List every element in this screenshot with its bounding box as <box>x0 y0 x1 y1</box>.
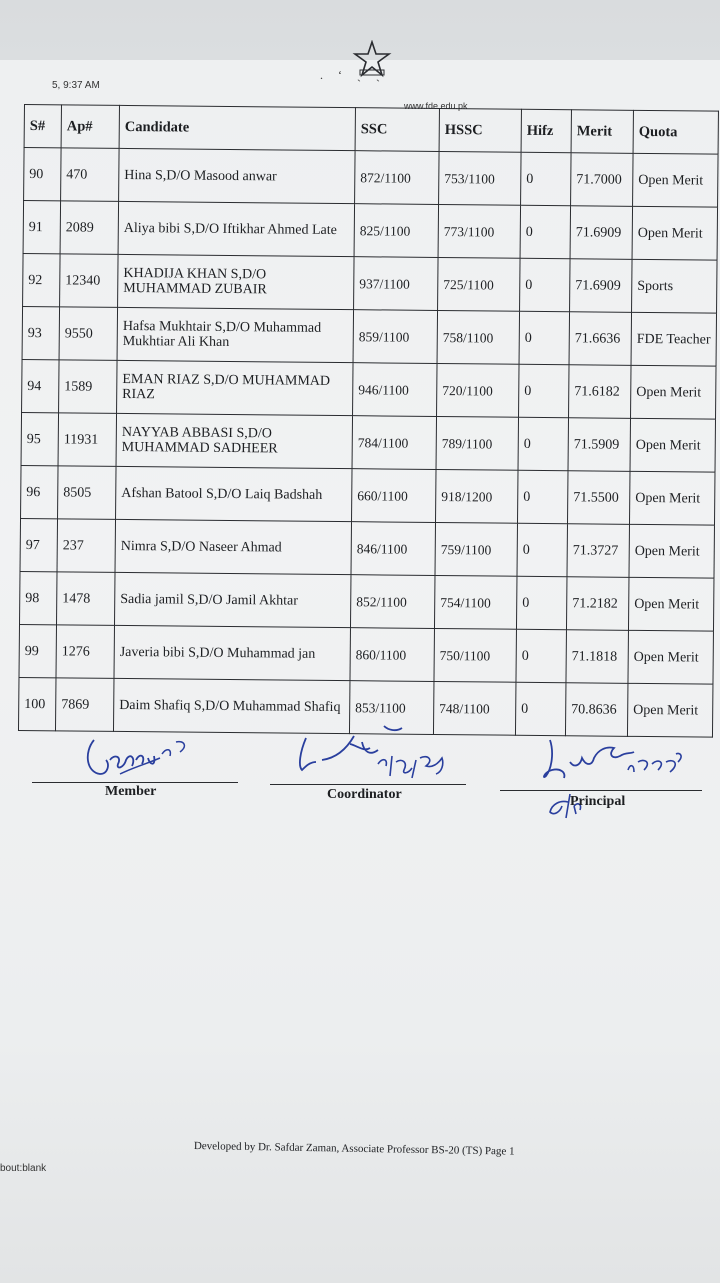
cell-serial: 98 <box>20 571 58 624</box>
table-row <box>24 148 718 208</box>
cell-ssc: 860/1100 <box>350 628 435 682</box>
cell-serial: 90 <box>24 148 62 201</box>
table-row <box>23 201 717 261</box>
table-row <box>22 306 716 366</box>
cell-quota: Open Merit <box>630 418 716 472</box>
cell-application: 1589 <box>59 360 118 414</box>
table-row <box>23 253 717 313</box>
cell-merit: 71.6909 <box>570 206 633 260</box>
cell-serial: 95 <box>21 412 59 465</box>
cell-hifz: 0 <box>516 629 567 682</box>
cell-hssc: 748/1100 <box>433 681 516 735</box>
table-row <box>20 571 714 631</box>
cell-hssc: 759/1100 <box>435 522 518 576</box>
cell-application: 12340 <box>60 254 119 308</box>
cell-quota: Open Merit <box>633 153 719 207</box>
cell-ssc: 937/1100 <box>354 257 439 311</box>
principal-signature <box>530 732 710 828</box>
cell-hifz: 0 <box>517 523 568 576</box>
cell-ssc: 946/1100 <box>353 363 438 417</box>
cell-application: 8505 <box>58 466 117 520</box>
col-header-application: Ap# <box>61 105 119 149</box>
cell-quota: Sports <box>632 259 718 313</box>
cell-ssc: 784/1100 <box>352 416 437 470</box>
cell-hssc: 753/1100 <box>439 151 522 205</box>
cell-hifz: 0 <box>519 364 570 417</box>
browser-print-url: bout:blank <box>0 1163 47 1174</box>
cell-candidate: EMAN RIAZ S,D/O MUHAMMAD RIAZ <box>117 360 353 415</box>
table-header-row <box>24 105 718 155</box>
cell-merit: 71.5909 <box>568 418 631 472</box>
cell-serial: 92 <box>23 253 61 306</box>
cell-hifz: 0 <box>516 576 567 629</box>
cell-hssc: 750/1100 <box>434 628 517 682</box>
cell-ssc: 825/1100 <box>354 204 439 258</box>
cell-application: 470 <box>61 148 120 202</box>
table-row <box>19 624 713 684</box>
cell-ssc: 852/1100 <box>350 575 435 629</box>
website-url: www.fde.edu.pk <box>404 101 468 111</box>
cell-hssc: 918/1200 <box>436 469 519 523</box>
col-header-ssc: SSC <box>355 108 439 152</box>
cell-hifz: 0 <box>521 152 572 205</box>
member-signature-line <box>32 782 238 783</box>
col-header-hifz: Hifz <box>521 109 571 152</box>
table-row <box>22 359 716 419</box>
cell-candidate: Nimra S,D/O Naseer Ahmad <box>115 519 351 574</box>
cell-serial: 100 <box>18 677 56 730</box>
cell-quota: Open Merit <box>632 206 718 260</box>
coordinator-signature <box>292 722 462 782</box>
cell-application: 1276 <box>56 625 115 679</box>
cell-hifz: 0 <box>520 205 571 258</box>
cell-candidate: Aliya bibi S,D/O Iftikhar Ahmed Late <box>118 201 354 256</box>
cell-candidate: Hina S,D/O Masood anwar <box>119 148 355 203</box>
principal-signature-line <box>500 790 702 791</box>
cell-application: 9550 <box>59 307 118 361</box>
cell-serial: 91 <box>23 201 61 254</box>
cell-hifz: 0 <box>519 311 570 364</box>
cell-candidate: KHADIJA KHAN S,D/O MUHAMMAD ZUBAIR <box>118 254 354 309</box>
cell-hssc: 773/1100 <box>438 204 521 258</box>
cell-ssc: 853/1100 <box>349 681 434 735</box>
cell-quota: Open Merit <box>627 683 713 737</box>
cell-candidate: NAYYAB ABBASI S,D/O MUHAMMAD SADHEER <box>116 413 352 468</box>
cell-serial: 93 <box>22 306 60 359</box>
signature-block <box>0 730 720 840</box>
developer-credit-footer: Developed by Dr. Safdar Zaman, Associate Professor BS-20 (TS) Page 1 <box>193 1140 515 1158</box>
cell-candidate: Sadia jamil S,D/O Jamil Akhtar <box>114 572 350 627</box>
cell-serial: 97 <box>20 518 58 571</box>
principal-label: Principal <box>570 794 626 809</box>
cell-quota: FDE Teacher <box>631 312 717 366</box>
cell-merit: 71.6909 <box>570 259 633 313</box>
table-row <box>21 412 715 472</box>
cell-quota: Open Merit <box>628 577 714 631</box>
cell-serial: 99 <box>19 624 57 677</box>
cell-candidate: Afshan Batool S,D/O Laiq Badshah <box>116 466 352 521</box>
coordinator-label: Coordinator <box>327 787 402 802</box>
cell-ssc: 846/1100 <box>351 522 436 576</box>
col-header-serial: S# <box>24 105 61 148</box>
cell-quota: Open Merit <box>628 630 714 684</box>
print-timestamp: 5, 9:37 AM <box>52 80 100 91</box>
cell-quota: Open Merit <box>631 365 717 419</box>
member-label: Member <box>105 784 157 799</box>
cell-ssc: 859/1100 <box>353 310 438 364</box>
cell-hssc: 754/1100 <box>434 575 517 629</box>
cell-merit: 71.1818 <box>566 630 629 684</box>
cell-quota: Open Merit <box>629 524 715 578</box>
col-header-merit: Merit <box>571 110 633 154</box>
cell-merit: 71.7000 <box>571 153 634 207</box>
cell-merit: 71.3727 <box>567 524 630 578</box>
cell-hifz: 0 <box>518 417 569 470</box>
cell-candidate: Daim Shafiq S,D/O Muhammad Shafiq <box>113 678 349 733</box>
cell-ssc: 872/1100 <box>355 151 440 205</box>
cell-serial: 96 <box>21 465 59 518</box>
cell-candidate: Javeria bibi S,D/O Muhammad jan <box>114 625 350 680</box>
cell-hssc: 789/1100 <box>436 416 519 470</box>
cell-hssc: 725/1100 <box>438 257 521 311</box>
cell-application: 7869 <box>55 678 114 732</box>
cell-merit: 70.8636 <box>565 683 628 737</box>
cell-serial: 94 <box>22 359 60 412</box>
table-row <box>20 518 714 578</box>
cell-hssc: 758/1100 <box>437 310 520 364</box>
cell-ssc: 660/1100 <box>352 469 437 523</box>
col-header-quota: Quota <box>633 110 718 154</box>
col-header-hssc: HSSC <box>439 108 521 152</box>
cell-application: 237 <box>57 519 116 573</box>
cell-application: 2089 <box>60 201 119 255</box>
cell-merit: 71.2182 <box>566 577 629 631</box>
cell-candidate: Hafsa Mukhtair S,D/O Muhammad Mukhtiar Ali Khan <box>117 307 353 362</box>
cell-application: 1478 <box>57 572 116 626</box>
cell-hifz: 0 <box>517 470 568 523</box>
member-signature <box>80 730 200 782</box>
cell-merit: 71.6636 <box>569 312 632 366</box>
merit-list-table <box>18 104 719 738</box>
cell-hifz: 0 <box>515 682 566 735</box>
cell-hifz: 0 <box>520 258 571 311</box>
table-row <box>21 465 715 525</box>
coordinator-signature-line <box>270 784 466 785</box>
cell-merit: 71.5500 <box>567 471 630 525</box>
cell-merit: 71.6182 <box>569 365 632 419</box>
merit-list-table-wrapper <box>18 104 720 738</box>
cell-quota: Open Merit <box>629 471 715 525</box>
logo-caption-fragment: . ʻ ˎ ˏ <box>320 68 386 82</box>
cell-application: 11931 <box>58 413 117 467</box>
col-header-candidate: Candidate <box>119 105 355 150</box>
cell-hssc: 720/1100 <box>437 363 520 417</box>
